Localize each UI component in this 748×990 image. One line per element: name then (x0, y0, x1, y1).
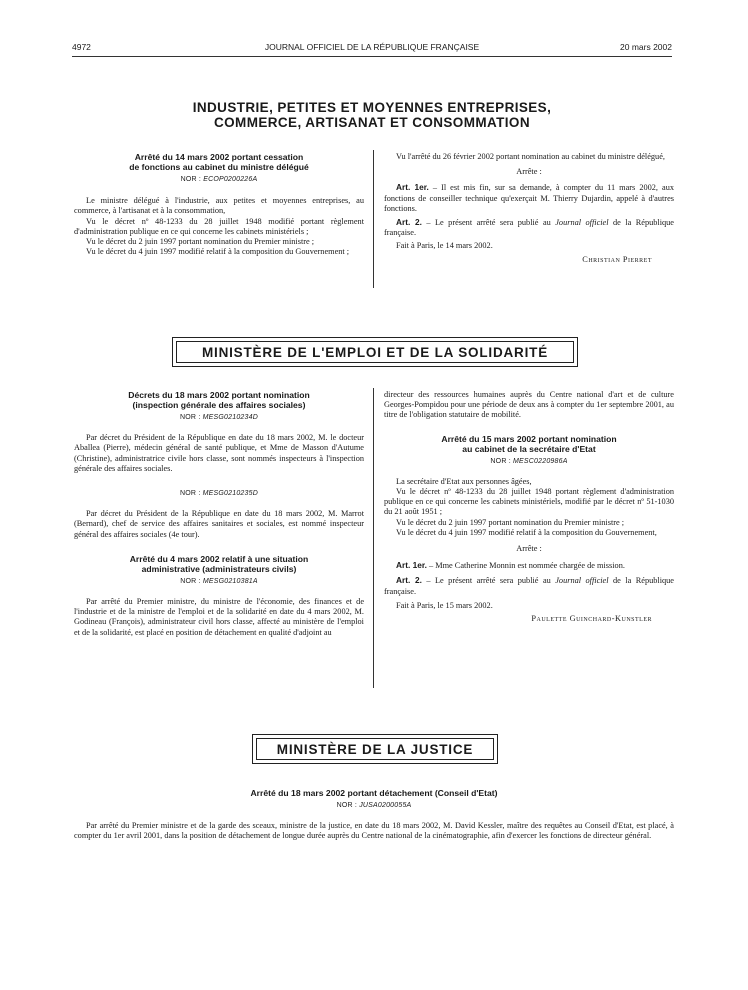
article-2 (384, 217, 674, 238)
paragraph: Vu le décret du 2 juin 1997 portant nomination du Premier ministre ; (396, 517, 625, 527)
decrets-title-line1: Décrets du 18 mars 2002 portant nomination (128, 390, 310, 400)
paragraph: Vu le décret du 4 juin 1997 modifié relatif à la composition du Gouvernement, (396, 527, 657, 537)
article-number: Art. 1er. (396, 182, 429, 193)
article-2 (384, 575, 674, 596)
justice-arrete (74, 788, 674, 842)
article-text: – Le présent arrêté sera publié au (421, 218, 556, 228)
arrete-title-line1: Arrêté du 4 mars 2002 relatif à une situation (129, 553, 309, 564)
emploi-left-column (74, 390, 364, 638)
arrete-14-mars-left (74, 152, 364, 257)
section-title-emploi: MINISTÈRE DE L'EMPLOI ET DE LA SOLIDARITÉ (176, 341, 574, 363)
arrete-title-line2: au cabinet de la secrétaire d'Etat (462, 443, 596, 454)
nor-reference (74, 413, 364, 423)
fait-a-paris: Fait à Paris, le 15 mars 2002. (396, 600, 493, 610)
journal-title: JOURNAL OFFICIEL DE LA RÉPUBLIQUE FRANÇAISE (264, 42, 480, 52)
paragraph: Par décret du Président de la République en date du 18 mars 2002, M. le docteur Aballea (Pierre), médecin général de santé publique, et Mme de Masson d'Autume (Christine), administratrice civile hors classe, sont nommés inspecteurs à l'inspection générale des affaires sociales. (74, 433, 364, 473)
section-title-industrie (72, 100, 672, 130)
nor-label: NOR : (180, 176, 204, 183)
arrete-title-line2: de fonctions au cabinet du ministre délégué (129, 162, 309, 172)
paragraph: La secrétaire d'Etat aux personnes âgées, (396, 476, 532, 486)
journal-name: Journal officiel (555, 576, 609, 586)
arrete-label: Arrête : (516, 167, 542, 177)
journal-name: Journal officiel (555, 218, 609, 228)
issue-date: 20 mars 2002 (620, 42, 672, 52)
nor-code: ECOP0200226A (203, 176, 258, 183)
article-1 (384, 182, 674, 214)
nor-reference (74, 577, 364, 587)
article-text: – Le présent arrêté sera publié au (421, 576, 556, 586)
nor-code: MESG0210234D (202, 414, 258, 421)
nor-reference (384, 457, 674, 467)
section-box-justice (252, 734, 498, 764)
nor-reference (74, 489, 364, 499)
section-title-line1: INDUSTRIE, PETITES ET MOYENNES ENTREPRISES, (192, 100, 552, 115)
arrete-14-mars-right (384, 152, 674, 265)
section-title-justice: MINISTÈRE DE LA JUSTICE (256, 738, 494, 760)
arrete-title-line1: Arrêté du 15 mars 2002 portant nomination (441, 433, 617, 444)
paragraph: Par arrêté du Premier ministre et de la garde des sceaux, ministre de la justice, en date du 18 mars 2002, M. David Kessler, maître des requêtes au Conseil d'Etat, est placé, à compter du 1er avril 2001, dans la position de détachement de longue durée auprès du Centre national de la cinématographie, afin d'exercer les fonctions de directeur général. (74, 821, 674, 841)
page-number: 4972 (72, 42, 91, 52)
paragraph: Par décret du Président de la République en date du 18 mars 2002, M. Marrot (Bernard), chef de service des affaires sanitaires et sociales, est nommé inspecteur général des affaires sociales (4e tour). (74, 509, 364, 539)
paragraph-continued: directeur des ressources humaines auprès du Centre national d'art et de culture Georges-Pompidou pour une période de deux ans à compter du 1er septembre 2001, au titre de l'obligation statutaire de mobilité. (384, 390, 674, 420)
article-text: de la République française. (384, 576, 674, 596)
nor-reference (74, 175, 364, 185)
nor-code: MESG0210381A (202, 577, 258, 585)
nor-label: NOR : (180, 414, 203, 421)
article-number: Art. 2. (396, 575, 422, 586)
decrets-title-line2: (inspection générale des affaires sociales) (132, 400, 306, 410)
paragraph: Vu le décret du 2 juin 1997 portant nomination du Premier ministre ; (86, 237, 315, 247)
nor-label: NOR : (336, 802, 360, 809)
header-rule (72, 56, 672, 57)
paragraph: Vu le décret du 4 juin 1997 modifié relatif à la composition du Gouvernement ; (86, 247, 350, 257)
arrete-15-mars-title (384, 434, 674, 454)
paragraph: Vu l'arrêté du 26 février 2002 portant nomination au cabinet du ministre délégué, (396, 152, 665, 161)
signature: Christian Pierret (582, 254, 652, 264)
column-divider (373, 388, 374, 688)
nor-code: MESC0220986A (513, 457, 568, 465)
article-text: de la République française. (384, 218, 674, 238)
paragraph: Vu le décret nº 48-1233 du 28 juillet 1948 modifié portant règlement d'administration publique en ce qui concerne les cabinets ministériels ; (74, 216, 364, 236)
paragraph: Vu le décret nº 48-1233 du 28 juillet 1948 portant règlement d'administration publique en ce qui concerne les cabinets ministériels, modifié par le décret nº 51-1030 du 21 août 1951 ; (384, 487, 674, 517)
arrete-4-mars-title (74, 554, 364, 574)
article-number: Art. 2. (396, 217, 422, 228)
arrete-title-line1: Arrêté du 14 mars 2002 portant cessation (134, 152, 304, 162)
arrete-title (74, 152, 364, 172)
article-text: – Mme Catherine Monnin est nommée chargée de mission. (426, 561, 625, 571)
nor-label: NOR : (180, 577, 203, 585)
paragraph: Par arrêté du Premier ministre, du ministre de l'économie, des finances et de l'industrie et de la ministre de l'emploi et de la solidarité en date du 4 mars 2002, M. Godineau (François), administrateur civil hors classe, affecté au ministère de l'emploi et de la solidarité, est placé en position de détachement en qualité d'adjoint au (74, 597, 364, 637)
arrete-title-line2: administrative (administrateurs civils) (141, 563, 297, 574)
section-box-emploi (172, 337, 578, 367)
emploi-right-column (384, 390, 674, 624)
article-number: Art. 1er. (396, 560, 427, 571)
nor-label: NOR : (490, 457, 514, 465)
section-title-line2: COMMERCE, ARTISANAT ET CONSOMMATION (214, 115, 530, 130)
fait-a-paris: Fait à Paris, le 14 mars 2002. (396, 241, 493, 251)
nor-code: JUSA0200055A (359, 802, 412, 809)
article-text: – Il est mis fin, sur sa demande, à compter du 11 mars 2002, aux fonctions de conseiller technique qu'exerçait M. Thierry Dujardin, appelé à d'autres fonctions. (384, 183, 674, 213)
arrete-label: Arrête : (516, 544, 542, 554)
column-divider (373, 150, 374, 288)
signature: Paulette Guinchard-Kunstler (531, 614, 652, 624)
nor-code: MESG0210235D (202, 490, 258, 498)
nor-reference (74, 801, 674, 811)
article-1 (384, 560, 674, 571)
nor-label: NOR : (180, 490, 203, 498)
paragraph: Le ministre délégué à l'industrie, aux petites et moyennes entreprises, au commerce, à l'artisanat et à la consommation, (74, 196, 364, 216)
arrete-18-mars-title: Arrêté du 18 mars 2002 portant détachement (Conseil d'Etat) (250, 788, 498, 798)
decrets-title (74, 390, 364, 410)
